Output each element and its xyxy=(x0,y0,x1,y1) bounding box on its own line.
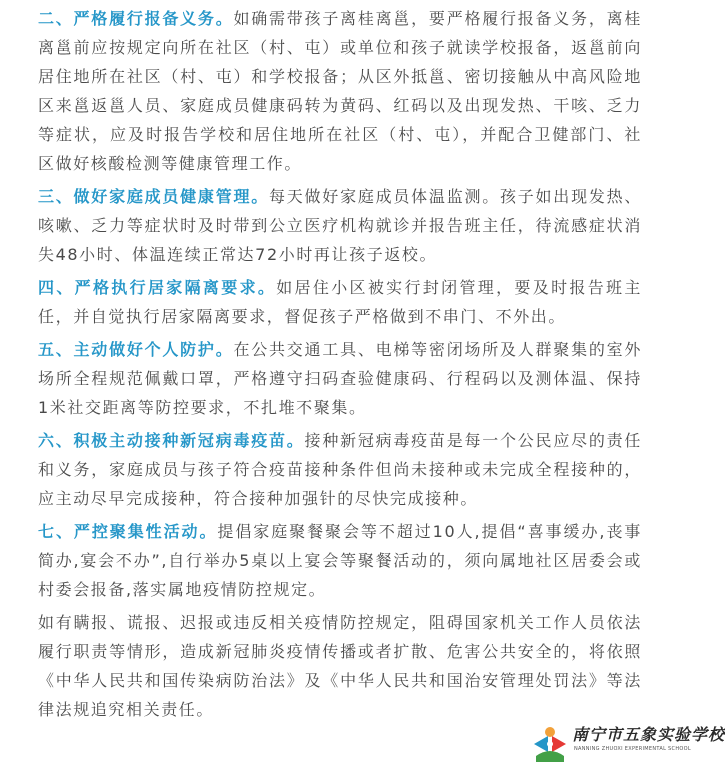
section-heading-3: 三、做好家庭成员健康管理。 xyxy=(38,187,269,206)
section-heading-6: 六、积极主动接种新冠病毒疫苗。 xyxy=(38,431,305,450)
section-body-6: 接种新冠病毒疫苗是每一个公民应尽的责任和义务，家庭成员与孩子符合疫苗接种条件但尚未接种或未完成全程接种的，应主动尽早完成接种，符合接种加强针的尽快完成接种。 xyxy=(38,431,642,508)
section-paragraph-6 xyxy=(38,426,642,513)
school-logo xyxy=(528,716,725,766)
school-name-english: NANNING ZHUOXI EXPERIMENTAL SCHOOL xyxy=(574,746,691,752)
section-paragraph-7 xyxy=(38,517,642,604)
section-body-2: 如确需带孩子离桂离邕，要严格履行报备义务，离桂离邕前应按规定向所在社区（村、屯）或单位和孩子就读学校报备，返邕前向居住地所在社区（村、屯）和学校报备；从区外抵邕、密切接触从中高风险地区来邕返邕人员、家庭成员健康码转为黄码、红码以及出现发热、干咳、乏力等症状，应及时报告学校和居住地所在社区（村、屯），并配合卫健部门、社区做好核酸检测等健康管理工作。 xyxy=(38,9,642,173)
section-heading-2: 二、严格履行报备义务。 xyxy=(38,9,234,28)
closing-paragraph: 如有瞒报、谎报、迟报或违反相关疫情防控规定，阻碍国家机关工作人员依法履行职责等情形，造成新冠肺炎疫情传播或者扩散、危害公共安全的，将依照《中华人民共和国传染病防治法》及《中华人民共和国治安管理处罚法》等法律法规追究相关责任。 xyxy=(38,613,642,719)
section-paragraph-3 xyxy=(38,182,642,269)
section-body-5: 在公共交通工具、电梯等密闭场所及人群聚集的室外场所全程规范佩戴口罩，严格遵守扫码查验健康码、行程码以及测体温、保持1米社交距离等防控要求，不扎堆不聚集。 xyxy=(38,340,642,417)
section-heading-5: 五、主动做好个人防护。 xyxy=(38,340,234,359)
section-heading-7: 七、严控聚集性活动。 xyxy=(38,522,218,541)
section-body-3: 每天做好家庭成员体温监测。孩子如出现发热、咳嗽、乏力等症状时及时带到公立医疗机构就诊并报告班主任，待流感症状消失48小时、体温连续正常达72小时再让孩子返校。 xyxy=(38,187,642,264)
section-body-7: 提倡家庭聚餐聚会等不超过10人,提倡“喜事缓办,丧事简办,宴会不办”,自行举办5桌以上宴会等聚餐活动的，须向属地社区居委会或村委会报备,落实属地疫情防控规定。 xyxy=(38,522,642,599)
section-paragraph-2 xyxy=(38,4,642,178)
school-name: 南宁市五象实验学校 xyxy=(572,725,725,744)
section-paragraph-4 xyxy=(38,273,642,331)
section-heading-4: 四、严格执行居家隔离要求。 xyxy=(38,278,277,297)
section-body-4: 如居住小区被实行封闭管理，要及时报告班主任，并自觉执行居家隔离要求，督促孩子严格做到不串门、不外出。 xyxy=(38,278,642,326)
document-body xyxy=(38,4,642,728)
section-paragraph-5 xyxy=(38,335,642,422)
school-emblem-icon xyxy=(528,722,572,766)
